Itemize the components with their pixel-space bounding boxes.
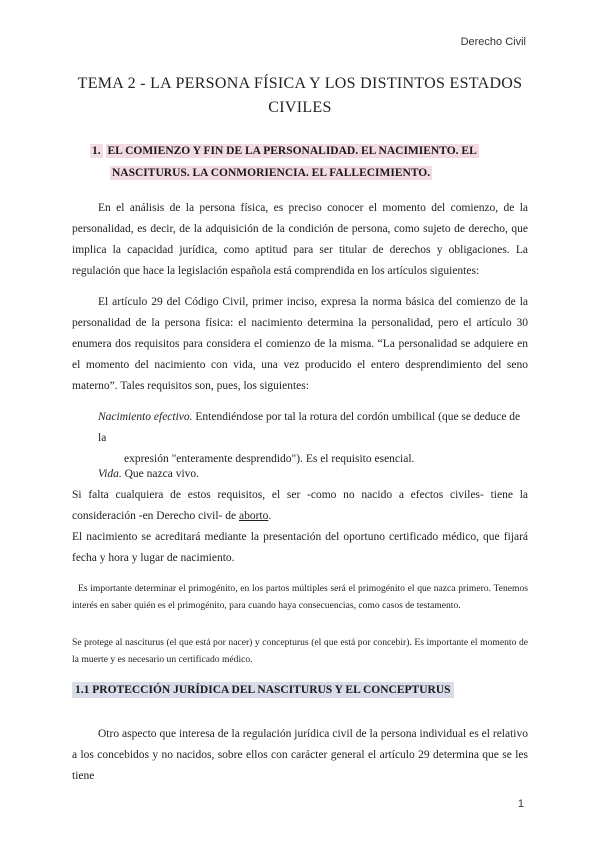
acreditacion-text: El nacimiento se acreditará mediante la presentación del oportuno certificado médico, que fijará fecha y hora y lugar de nacimiento.: [72, 531, 528, 564]
section-1-number: 1.: [92, 145, 101, 157]
note-nasciturus-text: Se protege al nasciturus (el que está por nacer) y concepturus (el que está por concebir). Es importante el momento de la muerte y es necesario un certificado médico.: [72, 637, 528, 665]
paragraph-article-29: [72, 292, 528, 397]
requisito-nacimiento-term: Nacimiento efectivo.: [98, 411, 193, 423]
requisito-vida: [98, 464, 528, 485]
falta-end: .: [268, 510, 272, 522]
page-number: 1: [517, 798, 524, 810]
section-1-heading: [90, 140, 526, 184]
falta-text: Si falta cualquiera de estos requisitos, el ser -como no nacido a efectos civiles- tiene la consideración -en Derecho civil- de: [72, 489, 528, 522]
note-nasciturus: [72, 634, 528, 668]
requisito-nacimiento-text-b: expresión "enteramente desprendido"). Es el requisito esencial.: [124, 453, 415, 465]
paragraph-article-29-text: El artículo 29 del Código Civil, primer inciso, expresa la norma básica del comienzo de la personalidad de la persona física: el nacimiento determina la personalidad, pero el artículo 30 enumera dos requisitos para considera el comienzo de la misma. “La personalidad se adquiere en el momento del nacimiento con vida, una vez producido el entero desprendimiento del seno materno”. Tales requisitos son, pues, los siguientes:: [72, 296, 528, 392]
running-header: Derecho Civil: [460, 36, 526, 48]
requisito-vida-term: Vida.: [98, 468, 122, 480]
section-1-title-line-1: EL COMIENZO Y FIN DE LA PERSONALIDAD. EL NACIMIENTO. EL: [107, 145, 477, 157]
page-title: [70, 72, 530, 120]
section-1-1-heading: [72, 684, 454, 696]
section-1-title-line-2: NASCITURUS. LA CONMORIENCIA. EL FALLECIMIENTO.: [112, 167, 431, 179]
title-line-1: TEMA 2 - LA PERSONA FÍSICA Y LOS DISTINTOS ESTADOS: [77, 75, 523, 92]
requisito-nacimiento-text-a: Entendiéndose por tal la rotura del cordón umbilical (que se deduce de la: [98, 411, 521, 444]
note-primogenito-text: Es importante determinar el primogénito, en los partos múltiples será el primogénito el que nazca primero. Tenemos interés en saber quién es el primogénito, para cuando haya consecuencias, como casos de testamento.: [72, 583, 528, 611]
paragraph-concebidos: [72, 724, 528, 787]
title-line-2: CIVILES: [268, 99, 332, 116]
note-primogenito: [72, 580, 528, 614]
requisito-nacimiento: [98, 407, 528, 470]
requisito-vida-text: Que nazca vivo.: [121, 468, 200, 480]
aborto-link[interactable]: aborto: [239, 510, 269, 522]
paragraph-concebidos-text: Otro aspecto que interesa de la regulación jurídica civil de la persona individual es el relativo a los concebidos y no nacidos, sobre ellos con carácter general el artículo 29 determina que se les tiene: [72, 728, 528, 782]
paragraph-intro: [72, 198, 528, 282]
paragraph-intro-text: En el análisis de la persona física, es preciso conocer el momento del comienzo, de la personalidad, es decir, de la adquisición de la condición de persona, como sujeto de derecho, que implica la capacidad jurídica, como aptitud para ser titular de derechos y obligaciones. La regulación que hace la legislación española está comprendida en los artículos siguientes:: [72, 202, 528, 277]
paragraph-falta-requisitos: [72, 485, 528, 527]
section-1-1-title: 1.1 PROTECCIÓN JURÍDICA DEL NASCITURUS Y EL CONCEPTURUS: [72, 682, 454, 698]
paragraph-acreditacion: [72, 527, 528, 569]
